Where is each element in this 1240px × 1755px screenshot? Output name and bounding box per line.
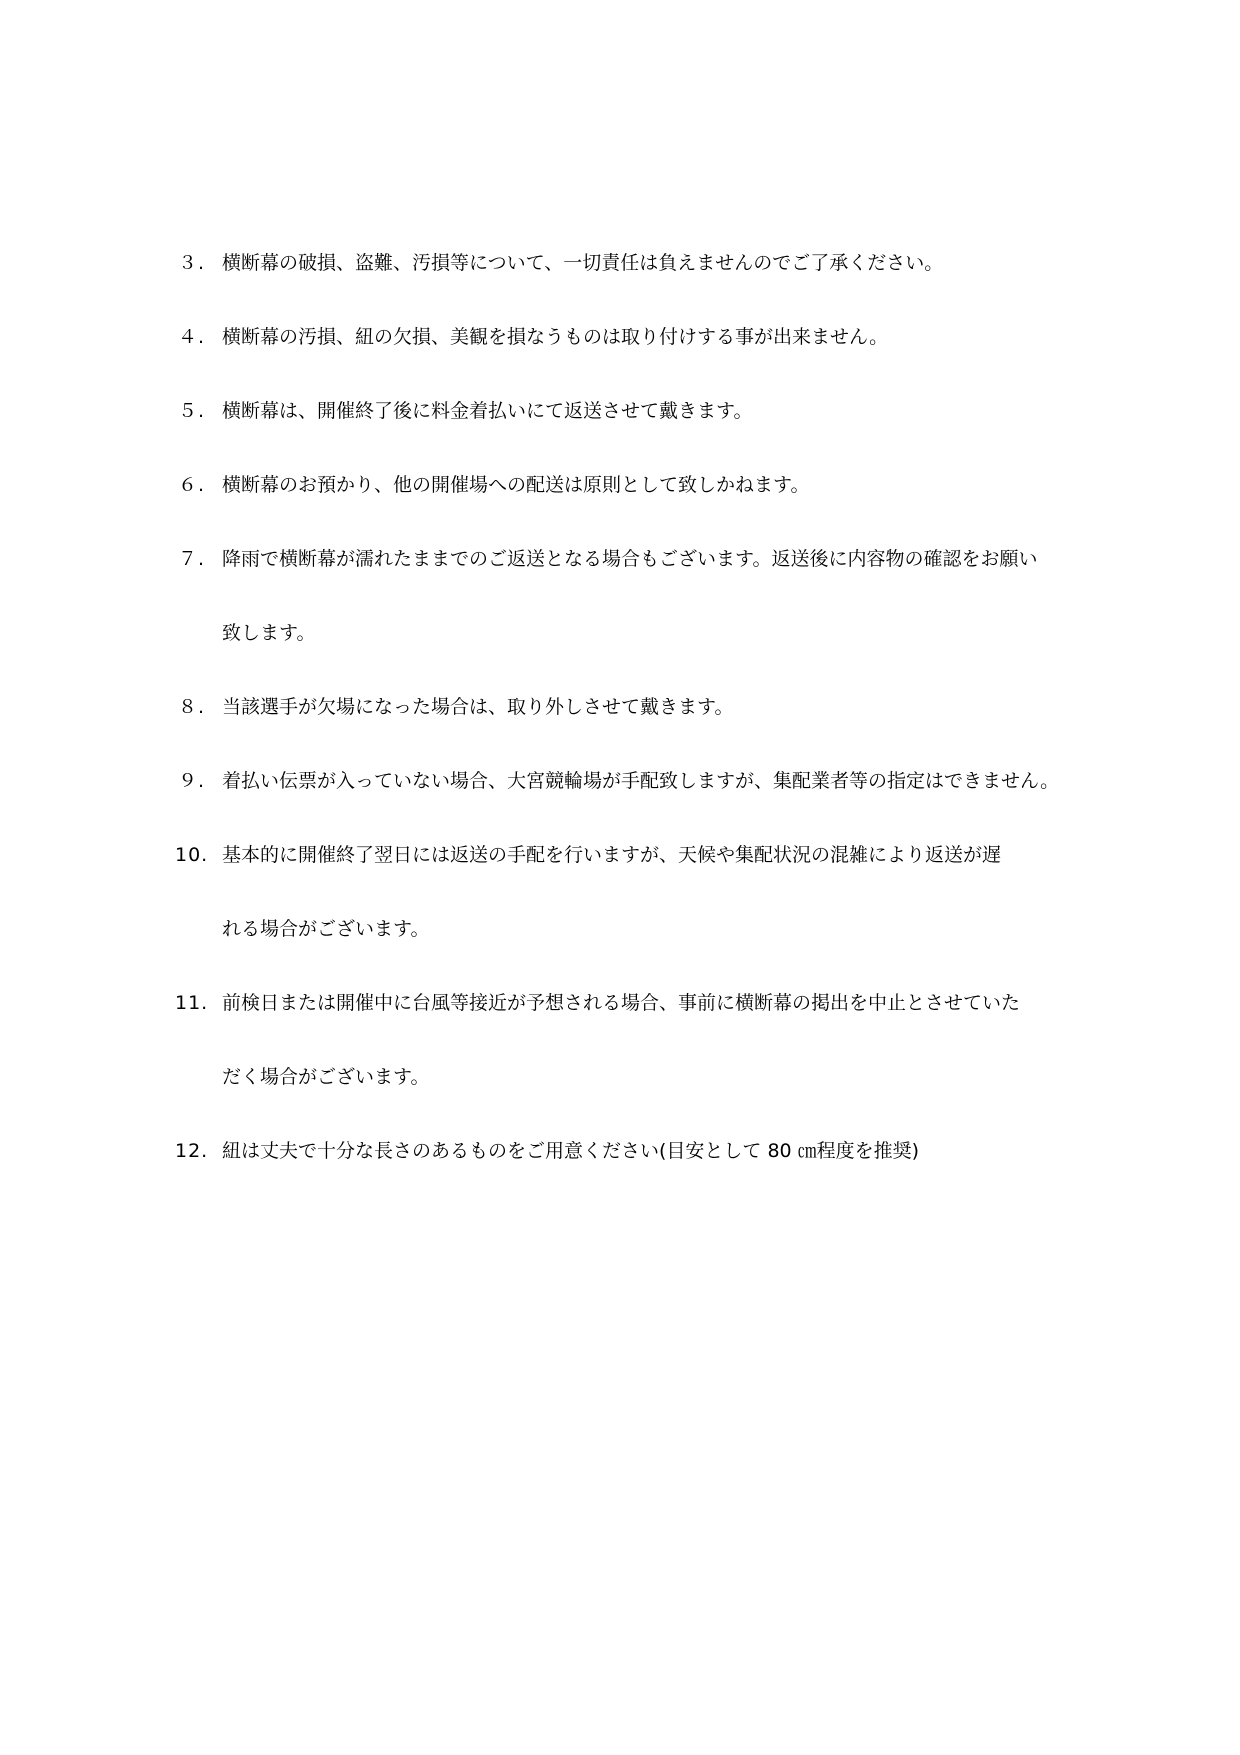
item-number: ４. bbox=[178, 326, 206, 348]
item-text-continuation: れる場合がございます。 bbox=[222, 918, 430, 940]
item-text: 横断幕の破損、盗難、汚損等について、一切責任は負えませんのでご了承ください。 bbox=[222, 252, 944, 274]
item-text: 前検日または開催中に台風等接近が予想される場合、事前に横断幕の掲出を中止とさせていた bbox=[222, 992, 1021, 1014]
item-text: 降雨で横断幕が濡れたままでのご返送となる場合もございます。返送後に内容物の確認をお願い bbox=[222, 548, 1038, 570]
item-text: 紐は丈夫で十分な長さのあるものをご用意ください(目安として 80 ㎝程度を推奨) bbox=[222, 1140, 920, 1162]
item-number: ６. bbox=[178, 474, 206, 496]
item-text-continuation: だく場合がございます。 bbox=[222, 1066, 430, 1088]
list-item bbox=[178, 522, 1178, 670]
list-item bbox=[178, 374, 1178, 448]
item-text: 当該選手が欠場になった場合は、取り外しさせて戴きます。 bbox=[222, 696, 734, 718]
list-item bbox=[178, 226, 1178, 300]
item-number: ５. bbox=[178, 400, 206, 422]
list-item bbox=[178, 744, 1178, 818]
item-text-continuation: 致します。 bbox=[222, 622, 316, 644]
item-text: 横断幕の汚損、紐の欠損、美観を損なうものは取り付けする事が出来ません。 bbox=[222, 326, 889, 348]
item-number: 11. bbox=[175, 992, 209, 1014]
item-text: 基本的に開催終了翌日には返送の手配を行いますが、天候や集配状況の混雑により返送が遅 bbox=[222, 844, 1002, 866]
list-item bbox=[178, 670, 1178, 744]
item-number: ８. bbox=[178, 696, 206, 718]
list-item bbox=[175, 1114, 1178, 1188]
rules-list bbox=[175, 226, 1178, 1188]
list-item bbox=[178, 300, 1178, 374]
item-text: 着払い伝票が入っていない場合、大宮競輪場が手配致しますが、集配業者等の指定はできません。 bbox=[222, 770, 1060, 792]
item-number: ３. bbox=[178, 252, 206, 274]
item-text: 横断幕のお預かり、他の開催場への配送は原則として致しかねます。 bbox=[222, 474, 810, 496]
item-text: 横断幕は、開催終了後に料金着払いにて返送させて戴きます。 bbox=[222, 400, 753, 422]
item-number: 12. bbox=[175, 1140, 209, 1162]
list-item bbox=[178, 448, 1178, 522]
item-number: 10. bbox=[175, 844, 209, 866]
list-item bbox=[175, 818, 1178, 966]
item-number: ７. bbox=[178, 548, 206, 570]
item-number: ９. bbox=[178, 770, 206, 792]
list-item bbox=[175, 966, 1178, 1114]
